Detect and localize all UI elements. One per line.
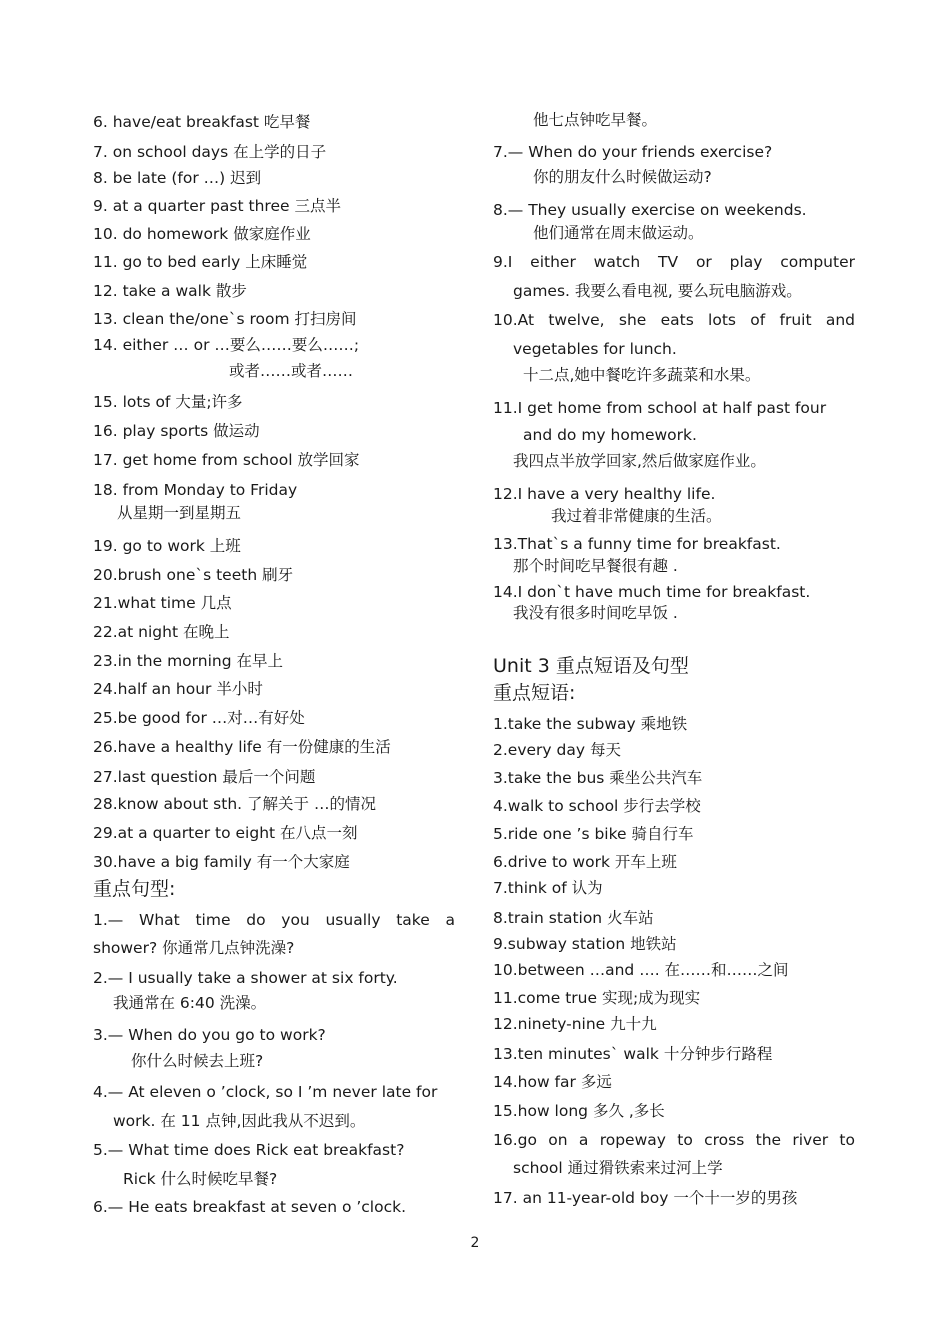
text-line: school 通过猾铁索来过河上学 (513, 1159, 723, 1177)
text-line: 11.come true 实现;成为现实 (493, 989, 701, 1007)
text-line: 23.in the morning 在早上 (93, 652, 283, 670)
text-line: 9. at a quarter past three 三点半 (93, 197, 341, 215)
text-line: 6.— He eats breakfast at seven o ’clock. (93, 1198, 407, 1216)
text-line: 那个时间吃早餐很有趣 . (513, 557, 678, 575)
text-line: 3.— When do you go to work? (93, 1026, 326, 1044)
text-line: 3.take the bus 乘坐公共汽车 (493, 769, 703, 787)
text-line: 他七点钟吃早餐。 (533, 111, 658, 129)
text-line: 8.— They usually exercise on weekends. (493, 201, 807, 219)
text-line: 或者……或者…… (229, 362, 354, 380)
text-line: 12.I have a very healthy life. (493, 485, 716, 503)
text-line: vegetables for lunch. (513, 340, 677, 358)
text-line: 4.— At eleven o ’clock, so I ’m never late for (93, 1083, 438, 1101)
section-heading: 重点句型: (93, 878, 176, 900)
text-line: 8. be late (for …) 迟到 (93, 169, 262, 187)
text-line: 12. take a walk 散步 (93, 282, 247, 300)
text-line: shower? 你通常几点钟洗澡? (93, 939, 295, 957)
text-line: 10. do homework 做家庭作业 (93, 225, 311, 243)
text-line: 我通常在 6:40 洗澡。 (113, 994, 267, 1012)
text-line: 4.walk to school 步行去学校 (493, 797, 701, 815)
text-line: 12.ninety-nine 九十九 (493, 1015, 657, 1033)
text-line: 从星期一到星期五 (117, 504, 242, 522)
text-line: 6.drive to work 开车上班 (493, 853, 677, 871)
text-line: 27.last question 最后一个问题 (93, 768, 316, 786)
text-line: 18. from Monday to Friday (93, 481, 298, 499)
text-line: and do my homework. (523, 426, 697, 444)
text-line: 14.how far 多远 (493, 1073, 612, 1091)
text-line: 11. go to bed early 上床睡觉 (93, 253, 308, 271)
text-line: 2.every day 每天 (493, 741, 621, 759)
text-line: 10.between …and …. 在……和……之间 (493, 961, 789, 979)
text-line: 13. clean the/one`s room 打扫房间 (93, 310, 357, 328)
text-line: 24.half an hour 半小时 (93, 680, 263, 698)
text-line: 21.what time 几点 (93, 594, 232, 612)
text-line: 我四点半放学回家,然后做家庭作业。 (513, 452, 766, 470)
text-line: 8.train station 火车站 (493, 909, 654, 927)
text-line: games. 我要么看电视, 要么玩电脑游戏。 (513, 282, 802, 300)
text-line: 13.That`s a funny time for breakfast. (493, 535, 781, 553)
text-line: 6. have/eat breakfast 吃早餐 (93, 113, 311, 131)
section-heading: Unit 3 重点短语及句型 (493, 655, 689, 677)
text-line: 16. play sports 做运动 (93, 422, 260, 440)
text-line: 你什么时候去上班? (131, 1052, 264, 1070)
text-line: 28.know about sth. 了解关于 …的情况 (93, 795, 376, 813)
text-line: 9.I either watch TV or play computer (493, 253, 855, 271)
section-heading: 重点短语: (493, 682, 576, 704)
text-line: 29.at a quarter to eight 在八点一刻 (93, 824, 358, 842)
text-line: 7.think of 认为 (493, 879, 603, 897)
text-line: 20.brush one`s teeth 刷牙 (93, 566, 294, 584)
text-line: 14. either … or …要么……要么……; (93, 336, 360, 354)
text-line: 1.take the subway 乘地铁 (493, 715, 688, 733)
text-line: 7.— When do your friends exercise? (493, 143, 773, 161)
text-line: 5.ride one ’s bike 骑自行车 (493, 825, 694, 843)
text-line: 15. lots of 大量;许多 (93, 393, 243, 411)
text-line: 5.— What time does Rick eat breakfast? (93, 1141, 405, 1159)
text-line: 7. on school days 在上学的日子 (93, 143, 327, 161)
text-line: 我没有很多时间吃早饭 . (513, 604, 678, 622)
text-line: 15.how long 多久 ,多长 (493, 1102, 665, 1120)
text-line: 17. an 11-year-old boy 一个十一岁的男孩 (493, 1189, 798, 1207)
text-line: 19. go to work 上班 (93, 537, 241, 555)
text-line: 十二点,她中餐吃许多蔬菜和水果。 (523, 366, 761, 384)
text-line: 30.have a big family 有一个大家庭 (93, 853, 350, 871)
page-number: 2 (470, 1235, 480, 1251)
text-line: 22.at night 在晚上 (93, 623, 230, 641)
text-line: 11.I get home from school at half past four (493, 399, 827, 417)
text-line: 我过着非常健康的生活。 (551, 507, 722, 525)
text-line: Rick 什么时候吃早餐? (123, 1170, 278, 1188)
text-line: 13.ten minutes` walk 十分钟步行路程 (493, 1045, 773, 1063)
text-line: 17. get home from school 放学回家 (93, 451, 360, 469)
text-line: 1.— What time do you usually take a (93, 911, 455, 929)
text-line: 16.go on a ropeway to cross the river to (493, 1131, 855, 1149)
text-line: work. 在 11 点钟,因此我从不迟到。 (113, 1112, 366, 1130)
text-line: 他们通常在周末做运动。 (533, 224, 704, 242)
text-line: 25.be good for …对…有好处 (93, 709, 305, 727)
text-line: 10.At twelve, she eats lots of fruit and (493, 311, 855, 329)
text-line: 9.subway station 地铁站 (493, 935, 677, 953)
text-line: 你的朋友什么时候做运动? (533, 168, 712, 186)
text-line: 2.— I usually take a shower at six forty. (93, 969, 398, 987)
text-line: 26.have a healthy life 有一份健康的生活 (93, 738, 391, 756)
text-line: 14.I don`t have much time for breakfast. (493, 583, 811, 601)
